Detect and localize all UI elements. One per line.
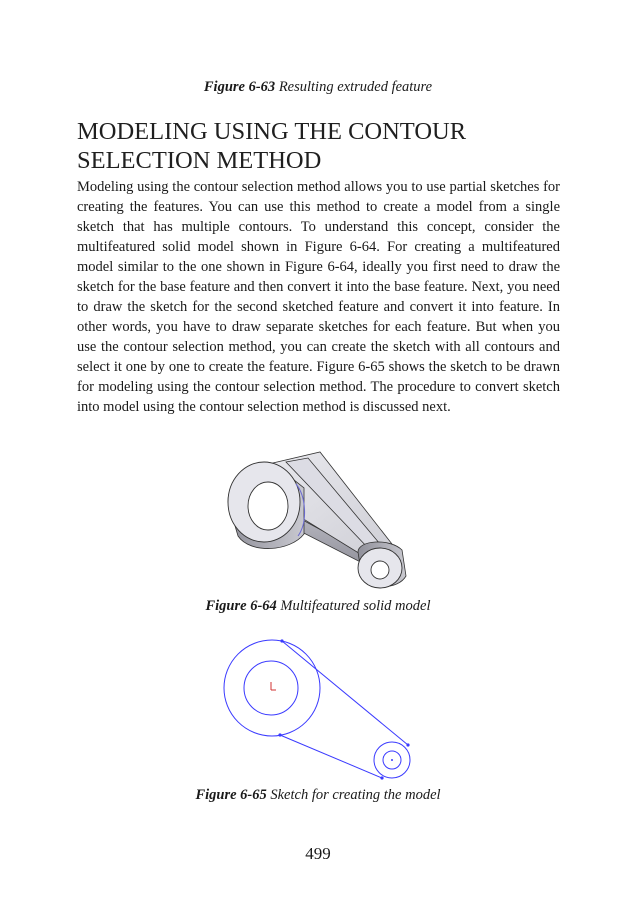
figure-caption-6-64 — [0, 597, 636, 615]
figure-caption-6-63 — [0, 78, 636, 96]
caption-text: Sketch for creating the model — [266, 787, 441, 803]
lower-tangent-line — [280, 735, 382, 778]
caption-label: Figure 6-63 — [203, 79, 276, 95]
page-number: 499 — [305, 844, 331, 863]
caption-text: Resulting extruded feature — [275, 79, 433, 95]
figure-6-65-sketch — [222, 632, 416, 784]
large-outer-circle — [224, 640, 320, 736]
upper-tangent-line — [282, 641, 408, 745]
origin-icon — [271, 682, 276, 690]
caption-label: Figure 6-65 — [195, 787, 267, 803]
sketch-illustration — [222, 632, 416, 784]
figure-caption-6-65 — [0, 786, 636, 804]
figure-6-64-solid-model — [220, 444, 416, 596]
section-heading: MODELING USING THE CONTOUR SELECTION METHOD — [77, 118, 467, 174]
solid-model-illustration — [220, 444, 416, 596]
caption-text: Multifeatured solid model — [276, 598, 431, 614]
body-paragraph: Modeling using the contour selection method allows you to use partial sketches for creating the features. You can use this method to create a model from a single sketch that has multiple contours. To understand this concept, consider the multifeatured solid model shown in Figure 6-64. For creating a multifeatured model similar to the one shown in Figure 6-64, ideally you first need to draw the sketch for the base feature and then convert it into the base feature. Next, you need to draw the sketch for the second sketched feature and convert it into feature. In other words, you have to draw separate sketches for each feature. But when you use the contour selection method, you can create the sketch with all contours and select it one by one to create the feature. Figure 6-65 shows the sketch to be drawn for modeling using the contour selection method. The procedure to convert sketch into model using the contour selection method is discussed next. — [77, 179, 560, 415]
caption-label: Figure 6-64 — [205, 598, 277, 614]
